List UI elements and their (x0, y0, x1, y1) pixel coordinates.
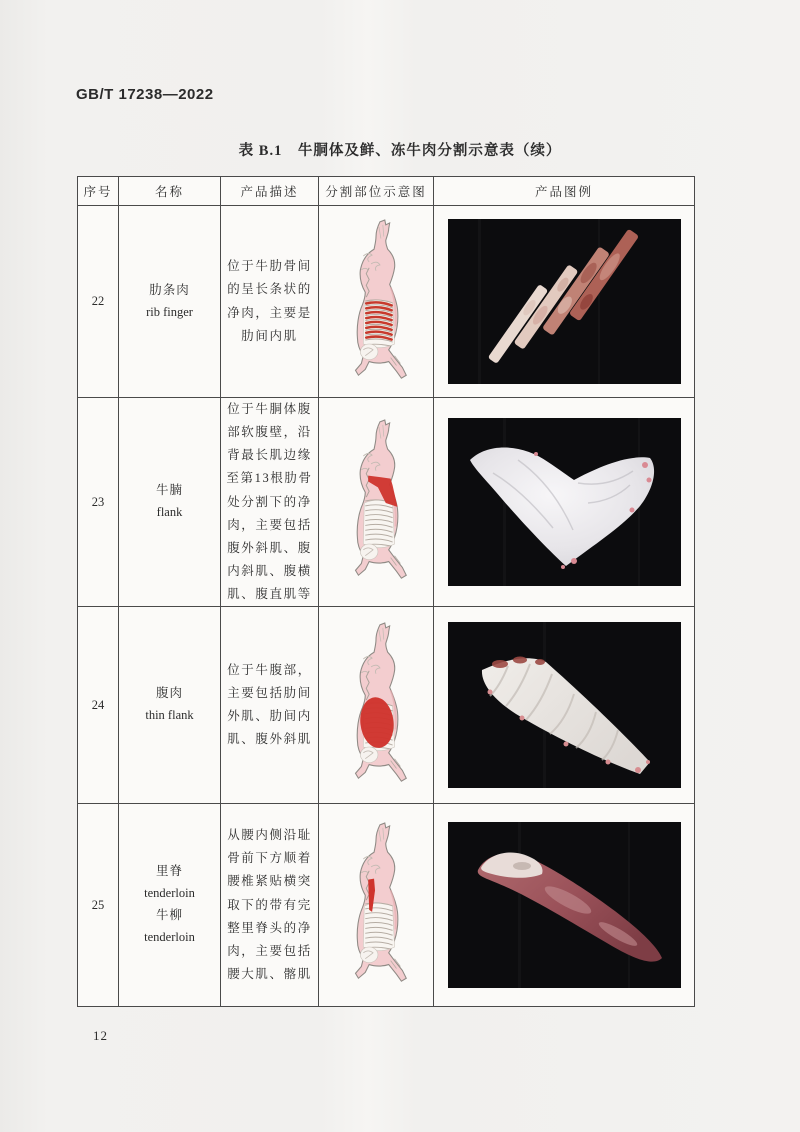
name-en-alt: tenderloin (144, 930, 195, 944)
serial-cell: 25 (78, 804, 119, 1007)
name-cn-alt: 牛柳 (155, 908, 183, 923)
product-photo (448, 219, 681, 384)
column-header-name: 名称 (119, 177, 221, 206)
name-cell (119, 804, 221, 1007)
table-title: 表 B.1 牛胴体及鲜、冻牛肉分割示意表（续） (238, 143, 562, 159)
column-header-description: 产品描述 (221, 177, 319, 206)
description-cell: 从腰内侧沿耻骨前下方顺着腰椎紧贴横突取下的带有完整里脊头的净肉，主要包括腰大肌、髂肌 (221, 804, 319, 1007)
standard-number: GB/T 17238—2022 (76, 86, 214, 103)
photo-cell (434, 398, 695, 607)
name-cn: 牛腩 (155, 483, 183, 498)
description-cell: 位于牛胴体腹部软腹壁，沿背最长肌边缘至第13根肋骨处分割下的净肉，主要包括腹外斜肌、腹内斜肌、腹横肌、腹直肌等 (221, 398, 319, 607)
name-cn: 肋条肉 (149, 282, 190, 297)
header-row (78, 177, 695, 206)
product-photo (448, 822, 681, 988)
beef-cuts-table (77, 176, 695, 1007)
name-en: flank (156, 505, 183, 520)
name-en: thin flank (145, 708, 194, 723)
photo-cell (434, 607, 695, 804)
serial-cell: 23 (78, 398, 119, 607)
serial-cell: 22 (78, 206, 119, 398)
photo-cell (434, 206, 695, 398)
description-cell: 位于牛腹部，主要包括肋间外肌、肋间内肌、腹外斜肌 (221, 607, 319, 804)
table-row (78, 804, 695, 1007)
table-row (78, 206, 695, 398)
diagram-cell (319, 398, 434, 607)
name-cell (119, 398, 221, 607)
carcass-diagram-icon (332, 219, 420, 385)
diagram-cell (319, 206, 434, 398)
name-cell (119, 607, 221, 804)
carcass-diagram-icon (332, 622, 420, 788)
column-header-diagram: 分割部位示意图 (319, 177, 434, 206)
name-cn: 腹肉 (155, 686, 183, 701)
photo-cell (434, 804, 695, 1007)
description-cell: 位于牛肋骨间的呈长条状的净肉，主要是肋间内肌 (221, 206, 319, 398)
page-number: 12 (93, 1028, 108, 1043)
name-cell (119, 206, 221, 398)
carcass-diagram-icon (332, 419, 420, 585)
serial-cell: 24 (78, 607, 119, 804)
table-row (78, 607, 695, 804)
product-photo (448, 418, 681, 586)
name-en: rib finger (146, 304, 193, 319)
table-row (78, 398, 695, 607)
product-photo (448, 622, 681, 788)
carcass-diagram-icon (332, 822, 420, 988)
column-header-serial: 序号 (78, 177, 119, 206)
diagram-cell (319, 804, 434, 1007)
name-cn: 里脊 (155, 864, 183, 879)
diagram-cell (319, 607, 434, 804)
name-en: tenderloin (144, 886, 195, 901)
column-header-photo: 产品图例 (434, 177, 695, 206)
